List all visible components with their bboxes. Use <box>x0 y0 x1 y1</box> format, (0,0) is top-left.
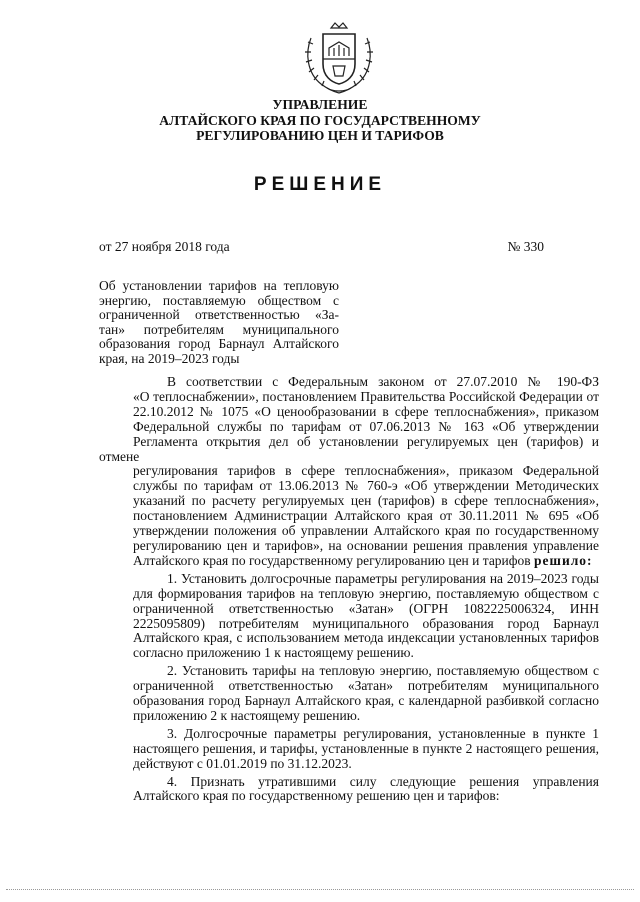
preamble-line: постановлением Администрации Алтайского края от 30.11.2011 № 695 «Об <box>133 508 599 524</box>
preamble-line: утверждении положения об управлении Алтайского края по государственному <box>133 523 599 539</box>
preamble-line: регулированию цен и тарифов», на основании решения правления управление <box>133 537 599 553</box>
item-line: ограниченной ответственностью «Затан» (ОГРН 1082225006324, ИНН <box>133 600 599 616</box>
preamble-line: указаний по расчету регулируемых цен (тарифов) в сфере теплоснабжения», <box>133 493 599 509</box>
header-line-2: АЛТАЙСКОГО КРАЯ ПО ГОСУДАРСТВЕННОМУ <box>159 112 481 128</box>
item-line: образования город Барнаул Алтайского края, с календарной разбивкой согласно <box>133 693 599 709</box>
preamble-line: Алтайского края по государственному регулированию цен и тарифов <box>133 552 531 568</box>
header-line-3: РЕГУЛИРОВАНИЮ ЦЕН И ТАРИФОВ <box>196 128 444 143</box>
item-line: 1. Установить долгосрочные параметры регулирования на 2019–2023 годы <box>167 570 599 586</box>
subject-line: энергию, поставляемую обществом с <box>99 292 339 308</box>
subject-line: образования город Барнаул Алтайского <box>99 336 339 351</box>
item-line: Алтайского края по государственному решению цен и тарифов: <box>133 788 500 804</box>
item-1 <box>99 572 599 661</box>
document-body <box>99 375 599 807</box>
subject-line: края, на 2019–2023 годы <box>99 350 240 366</box>
preamble-line: 22.10.2012 № 1075 «О ценообразовании в сфере теплоснабжения», приказом <box>133 403 599 419</box>
document-subject <box>99 279 339 366</box>
item-line: согласно приложению 1 к настоящему решению. <box>133 645 414 661</box>
item-4 <box>99 775 599 805</box>
subject-line: Об установлении тарифов на тепловую <box>99 278 339 293</box>
header-line-1: УПРАВЛЕНИЕ <box>272 97 368 112</box>
item-3 <box>99 727 599 772</box>
preamble-line: Регламента открытия дел об установлении регулируемых цен (тарифов) и отмене <box>99 433 599 464</box>
item-line: действуют с 01.01.2019 по 31.12.2023. <box>133 755 352 771</box>
item-line: Алтайского края, с использованием метода индексации установленных тарифов <box>133 630 599 646</box>
preamble-line: В соответствии с Федеральным законом от 27.07.2010 № 190-ФЗ <box>167 374 599 389</box>
preamble-line: «О теплоснабжении», постановлением Правительства Российской Федерации от <box>133 388 599 404</box>
issuer-header <box>0 97 640 144</box>
item-line: ограниченной ответственностью «Затан» потребителям муниципального <box>133 678 599 694</box>
document-title: РЕШЕНИЕ <box>253 174 387 195</box>
document-number: № 330 <box>507 239 544 254</box>
item-line: 2. Установить тарифы на тепловую энергию, поставляемую обществом с <box>167 663 599 679</box>
item-line: 3. Долгосрочные параметры регулирования, установленные в пункте 1 <box>167 725 599 741</box>
item-line: для формирования тарифов на тепловую энергию, поставляемую обществом с <box>133 585 599 601</box>
preamble-paragraph <box>99 375 599 569</box>
item-line: приложению 2 к настоящему решению. <box>133 707 361 723</box>
item-line: 2225095809) потребителям муниципального образования город Барнаул <box>133 615 599 631</box>
item-line: настоящего решения, и тарифы, установленные в пункте 2 настоящего решения, <box>133 740 599 756</box>
decides-word: решило: <box>534 552 593 568</box>
preamble-line: Федеральной службы по тарифам от 07.06.2013 № 163 «Об утверждении <box>133 418 599 434</box>
preamble-last-line <box>99 554 599 569</box>
item-line: 4. Признать утратившими силу следующие решения управления <box>167 773 599 789</box>
subject-line: ограниченной ответственностью «За- <box>99 307 339 322</box>
coat-of-arms-icon <box>301 18 377 96</box>
item-2 <box>99 664 599 724</box>
subject-line: тан» потребителям муниципального <box>99 321 339 337</box>
preamble-line: службы по тарифам от 13.06.2013 № 760-э «Об утверждении Методических <box>133 478 599 494</box>
page-bottom-rule <box>6 889 634 890</box>
preamble-line: регулирования тарифов в сфере теплоснабжения», приказом Федеральной <box>133 463 599 479</box>
document-date: от 27 ноября 2018 года <box>99 239 230 254</box>
